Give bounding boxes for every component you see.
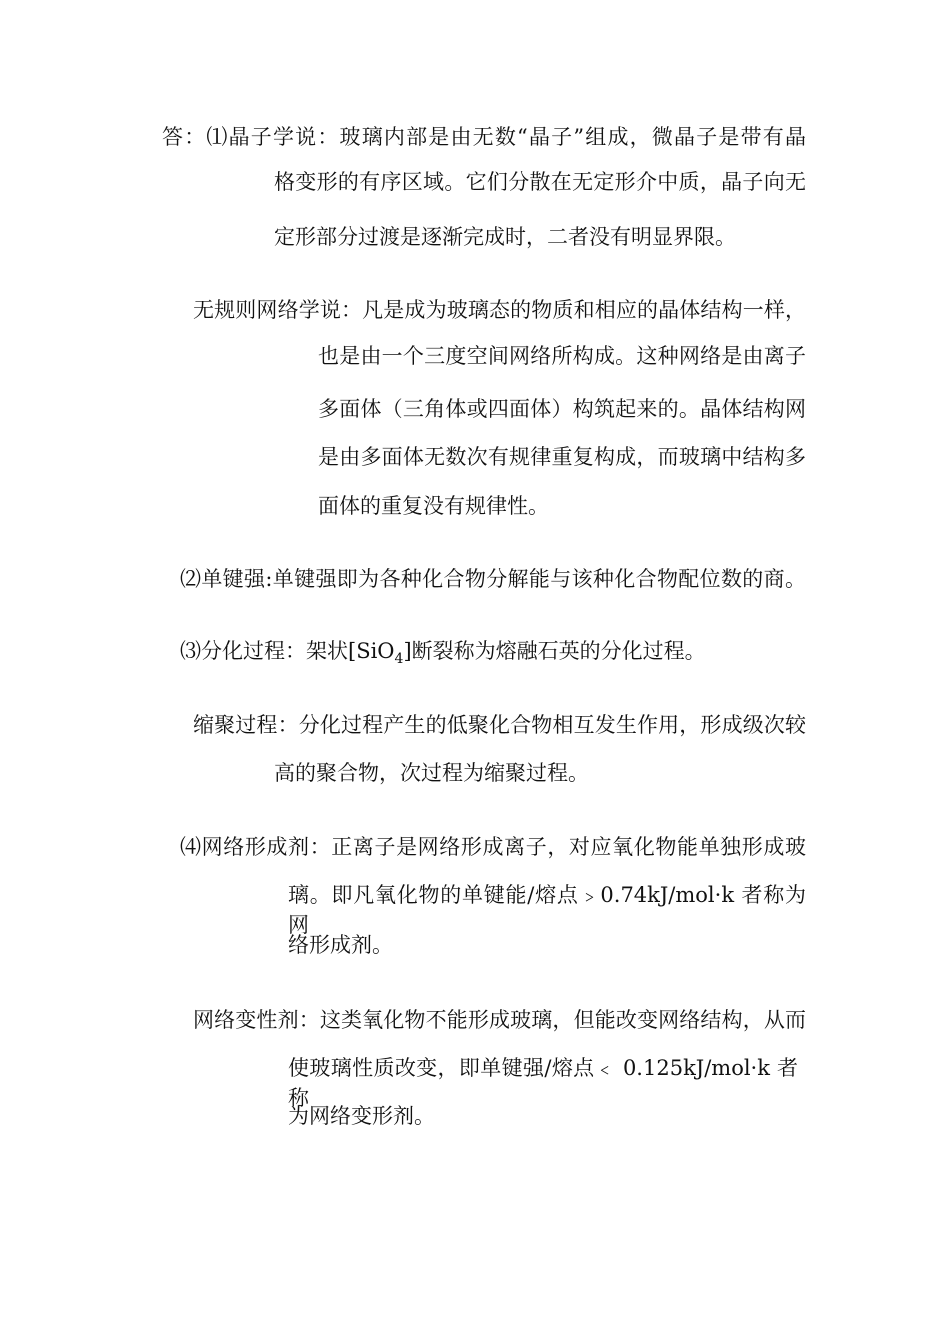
- polycondensation-line-1: 缩聚过程：分化过程产生的低聚化合物相互发生作用，形成级次较: [193, 713, 806, 737]
- single-bond-line: ⑵单键强:单键强即为各种化合物分解能与该种化合物配位数的商。: [180, 567, 806, 591]
- polycondensation-line-2: 高的聚合物，次过程为缩聚过程。: [274, 761, 589, 785]
- network-former-line-1: ⑷网络形成剂：正离子是网络形成离子，对应氧化物能单独形成玻: [180, 835, 806, 859]
- network-modifier-line-2: 使玻璃性质改变，即单键强/熔点﹤ 0.125kJ/mol·k 者称: [288, 1056, 798, 1110]
- network-modifier-line-1: 网络变性剂：这类氧化物不能形成玻璃，但能改变网络结构，从而: [193, 1008, 806, 1032]
- network-modifier-line-3: 为网络变形剂。: [288, 1104, 435, 1128]
- depolymerization-text-pre: ⑶分化过程：架状[SiO: [180, 639, 395, 663]
- answer-line-3: 定形部分过渡是逐渐完成时，二者没有明显界限。: [274, 225, 736, 249]
- random-network-line-5: 面体的重复没有规律性。: [318, 494, 549, 518]
- network-former-line-2: 璃。即凡氧化物的单键能/熔点﹥0.74kJ/mol·k 者称为网: [288, 883, 806, 937]
- random-network-line-4: 是由多面体无数次有规律重复构成，而玻璃中结构多: [318, 445, 806, 469]
- depolymerization-line: [180, 636, 706, 669]
- subscript-4: 4: [394, 651, 404, 667]
- random-network-line-2: 也是由一个三度空间网络所构成。这种网络是由离子: [318, 344, 806, 368]
- random-network-line-3: 多面体（三角体或四面体）构筑起来的。晶体结构网: [318, 397, 806, 421]
- random-network-line-1: 无规则网络学说：凡是成为玻璃态的物质和相应的晶体结构一样，: [193, 298, 806, 322]
- network-former-line-3: 络形成剂。: [288, 933, 393, 957]
- answer-line-1: 答：⑴晶子学说：玻璃内部是由无数“晶子”组成，微晶子是带有晶: [162, 125, 806, 149]
- answer-line-2: 格变形的有序区域。它们分散在无定形介中质，晶子向无: [274, 170, 806, 194]
- depolymerization-text-post: ]断裂称为熔融石英的分化过程。: [403, 639, 706, 663]
